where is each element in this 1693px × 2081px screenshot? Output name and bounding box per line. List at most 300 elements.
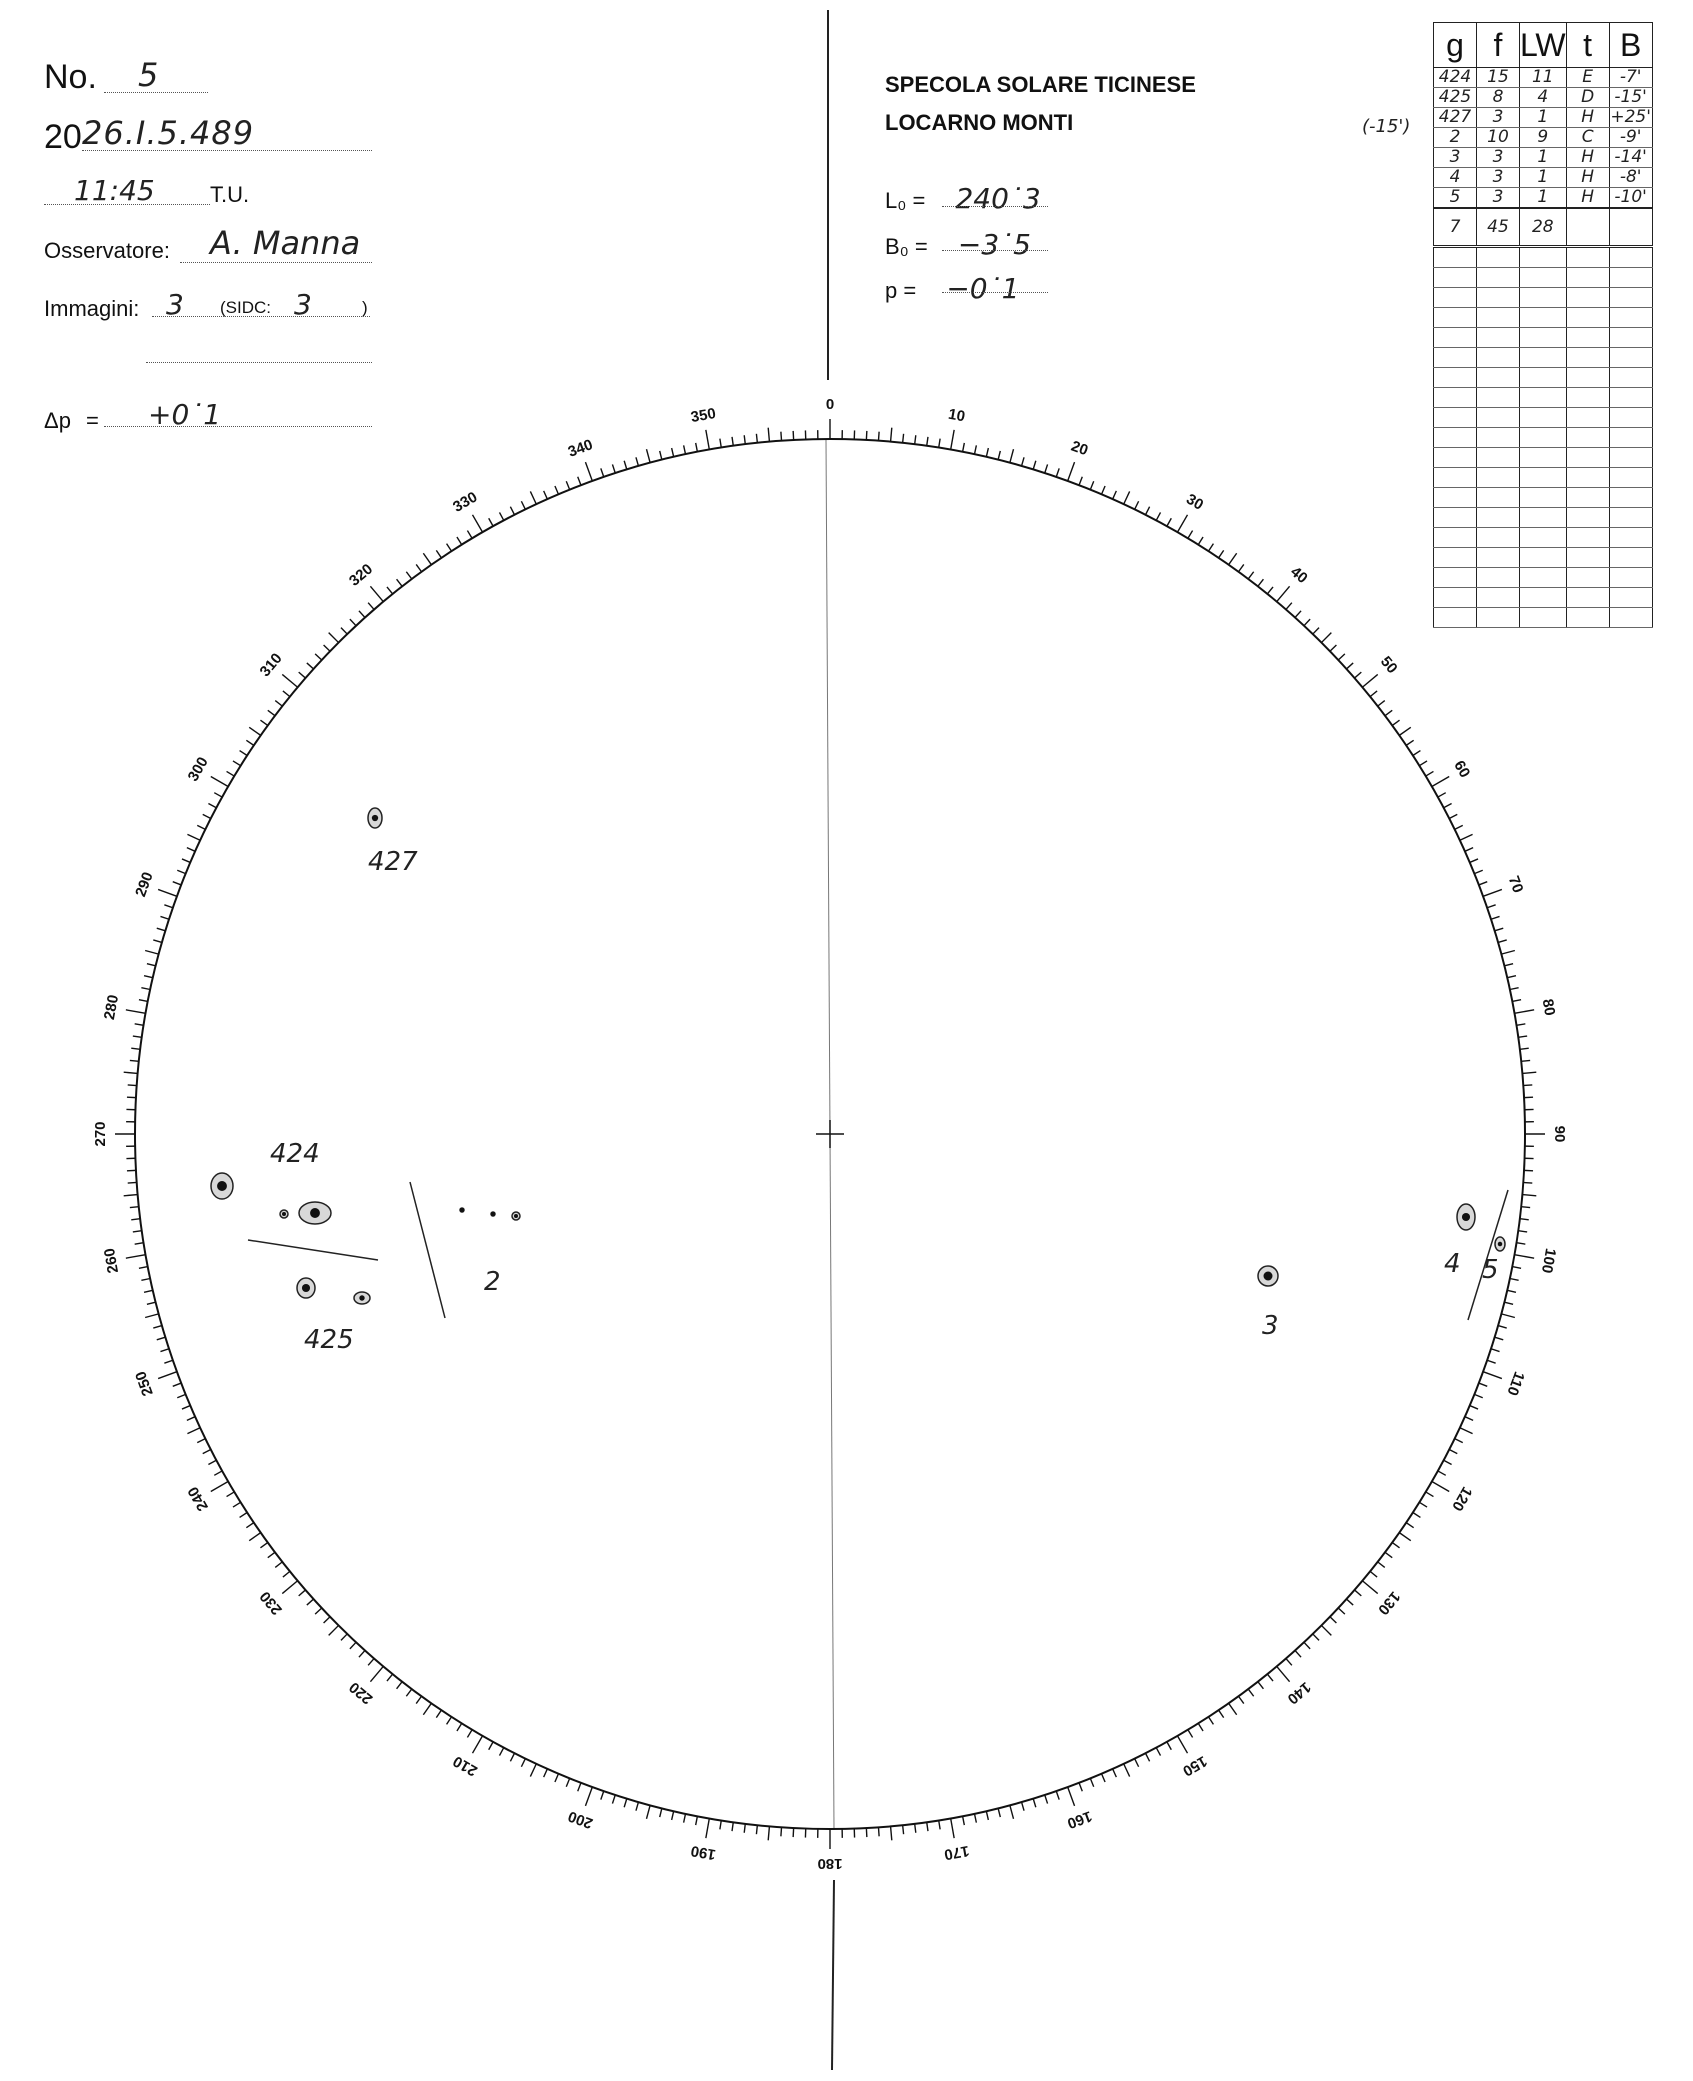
degree-tick [1338,1608,1345,1614]
col-header-b: B [1609,23,1652,68]
degree-tick [1321,633,1331,643]
degree-tick [696,443,698,452]
degree-tick [1219,1710,1224,1717]
sidc-label: (SIDC: [220,298,271,317]
degree-tick [1090,481,1093,489]
spot-424a-umbra [217,1181,227,1191]
cell-g: 424 [1434,68,1477,88]
degree-tick [1355,1590,1362,1596]
cell-g: 425 [1434,88,1477,108]
group-425 [297,1278,370,1355]
degree-label-170: 170 [942,1841,971,1863]
degree-tick [578,477,581,485]
degree-tick [214,793,222,797]
degree-tick [153,1326,162,1328]
degree-tick [646,1805,650,1819]
observer-value: A. Manna [210,224,361,262]
degree-tick [315,1608,322,1614]
degree-tick [436,550,441,557]
degree-label-250: 250 [132,1368,157,1399]
degree-tick [1474,1394,1482,1397]
cell-lw: 9 [1520,128,1567,148]
degree-tick [249,1533,260,1541]
degree-tick [510,1753,514,1761]
degree-tick [1413,1513,1421,1518]
cell-b: -15' [1609,88,1652,108]
degree-tick [1483,1372,1502,1379]
degree-tick [1346,663,1353,669]
degree-tick [510,507,514,515]
degree-tick [1501,1314,1515,1318]
degree-tick [489,518,493,526]
bottom-axis-line [832,1880,834,2070]
degree-tick [1449,814,1457,818]
degree-tick [187,1417,195,1421]
degree-tick [1286,1659,1292,1666]
param-b0-label: B₀ = [885,234,928,259]
degree-tick [341,1634,347,1640]
degree-tick [636,457,638,466]
cell-t: H [1566,148,1609,168]
degree-tick [130,1207,139,1208]
degree-tick [624,461,627,470]
degree-tick [359,1650,365,1657]
degree-tick [1045,1795,1048,1804]
degree-label-100: 100 [1537,1246,1559,1275]
group-2 [410,1182,520,1318]
degree-label-50: 50 [1376,653,1401,677]
degree-tick [1355,672,1362,678]
degree-tick [406,572,411,579]
degree-tick [1188,1730,1193,1738]
degree-tick [160,916,169,919]
degree-tick [141,1278,150,1280]
degree-tick [203,814,211,818]
degree-tick [1362,1581,1377,1594]
degree-tick [768,428,769,442]
degree-tick [1514,1255,1534,1258]
degree-tick [1385,710,1392,715]
degree-tick [324,1617,330,1623]
degree-tick [1304,619,1310,626]
cell-t: H [1566,168,1609,188]
degree-tick [126,1255,146,1258]
degree-tick [211,1482,228,1492]
degree-tick [350,619,356,626]
degree-tick [1229,553,1237,564]
degree-tick [1178,1736,1188,1753]
degree-tick [555,486,559,494]
degree-tick [1521,1207,1530,1208]
table-side-note: (-15') [1362,116,1411,137]
cell-t: H [1566,108,1609,128]
group-label-425: 425 [304,1325,354,1355]
degree-tick [139,1000,148,1002]
degree-tick [1267,1674,1273,1681]
degree-tick [1330,645,1336,651]
spot-2a-umbra [460,1208,464,1212]
degree-tick [1362,674,1377,687]
cell-g: 2 [1434,128,1477,148]
degree-label-120: 120 [1448,1483,1476,1514]
degree-tick [315,654,322,660]
degree-tick [1239,1696,1244,1703]
images-label: Immagini: [44,296,140,321]
degree-tick [939,439,940,448]
degree-tick [275,1562,282,1568]
degree-tick [499,512,503,520]
degree-tick [214,1471,222,1475]
group-label-4: 4 [1444,1249,1461,1279]
degree-tick [447,544,452,552]
degree-tick [1444,803,1452,807]
degree-tick [139,1267,148,1269]
cell-lw: 11 [1520,68,1567,88]
degree-tick [974,445,976,454]
degree-label-40: 40 [1287,563,1311,588]
degree-label-20: 20 [1068,437,1091,460]
spot-424c-umbra [310,1208,320,1218]
degree-tick [672,1811,674,1820]
degree-tick [1491,916,1500,919]
param-l0-label: L₀ = [885,188,926,213]
degree-tick [878,432,879,441]
param-b0-value: −3˙5 [957,228,1031,261]
degree-tick [249,727,260,735]
degree-tick [1470,859,1478,863]
degree-tick [240,1513,248,1518]
degree-tick [1248,572,1253,579]
degree-tick [124,1072,138,1073]
degree-tick [963,1816,965,1825]
degree-tick [173,882,181,885]
degree-tick [1487,1360,1496,1363]
degree-tick [1229,1703,1237,1714]
degree-tick [1413,751,1421,756]
degree-tick [636,1802,638,1811]
degree-tick [211,777,228,787]
degree-label-280: 280 [101,993,123,1022]
degree-tick [951,430,954,450]
degree-tick [436,1710,441,1717]
degree-tick [260,1543,267,1548]
cell-lw: 4 [1520,88,1567,108]
degree-tick [227,1492,235,1497]
observer-label: Osservatore: [44,238,170,263]
degree-label-150: 150 [1179,1752,1210,1780]
degree-tick [1479,1383,1487,1386]
degree-tick [1277,1666,1290,1681]
degree-tick [544,491,548,499]
degree-tick [275,701,282,707]
degree-tick [1406,740,1413,745]
degree-tick [1521,1060,1530,1061]
col-header-f: f [1477,23,1520,68]
degree-tick [246,1523,253,1528]
spot-5-umbra [1498,1242,1503,1247]
disk-axes [816,10,844,2070]
degree-tick [521,501,525,509]
degree-tick [1209,1717,1214,1725]
degree-tick [1516,1024,1525,1025]
degree-tick [173,1383,181,1386]
degree-tick [416,1696,421,1703]
degree-tick [160,1349,169,1352]
degree-tick [124,1195,138,1196]
degree-tick [473,1736,483,1753]
degree-tick [998,451,1000,460]
degree-tick [368,603,374,610]
degree-tick [1378,1562,1385,1568]
total-lw: 28 [1520,208,1567,247]
degree-tick [233,761,241,766]
degree-tick [1022,457,1024,466]
degree-tick [307,663,314,669]
degree-label-80: 80 [1538,997,1559,1018]
degree-tick [1504,964,1513,966]
degree-tick [370,1666,383,1681]
degree-tick [744,1824,745,1833]
degree-label-260: 260 [101,1246,123,1275]
degree-tick [1258,579,1264,586]
degree-tick [268,710,275,715]
degree-tick [423,553,431,564]
degree-tick [1510,988,1519,990]
degree-label-240: 240 [184,1483,212,1514]
degree-tick [963,443,965,452]
cell-b: -7' [1609,68,1652,88]
degree-label-10: 10 [946,405,967,426]
degree-tick [781,1827,782,1836]
degree-tick [182,859,190,863]
degree-tick [197,825,205,829]
degree-label-180: 180 [817,1855,843,1873]
degree-tick [566,1778,569,1786]
degree-tick [646,449,650,463]
degree-tick [1135,501,1139,509]
cell-b: -9' [1609,128,1652,148]
degree-tick [660,451,662,460]
degree-tick [387,1674,393,1681]
degree-tick [329,633,339,643]
degree-tick [624,1799,627,1808]
degree-tick [1465,1417,1473,1421]
degree-tick [1045,464,1048,473]
degree-tick [1267,587,1273,594]
degree-tick [1470,1406,1478,1410]
degree-tick [133,1231,142,1232]
degree-label-60: 60 [1450,757,1474,781]
degree-tick [397,579,403,586]
degree-tick [1518,1036,1527,1037]
degree-tick [1512,1267,1521,1269]
degree-tick [1432,777,1449,787]
degree-tick [467,1730,472,1738]
degree-tick [153,940,162,942]
station-line-1: SPECOLA SOLARE TICINESE [885,72,1196,97]
degree-tick [998,1808,1000,1817]
degree-tick [282,1581,297,1594]
total-f: 45 [1477,208,1520,247]
degree-tick [1156,1748,1160,1756]
degree-tick [1022,1802,1024,1811]
degree-tick [939,1820,940,1829]
divider-group-2 [410,1182,445,1318]
degree-tick [1113,491,1117,499]
degree-tick [732,1822,733,1831]
degree-label-300: 300 [184,754,212,785]
cell-f: 8 [1477,88,1520,108]
degree-tick [927,437,928,446]
degree-tick [927,1822,928,1831]
degree-tick [1378,701,1385,707]
degree-tick [1135,1759,1139,1767]
degree-tick [1438,793,1446,797]
degree-tick [720,1820,721,1829]
degree-tick [177,870,185,873]
degree-tick [1504,1302,1513,1304]
group-label-3: 3 [1262,1311,1279,1341]
degree-tick [1370,1571,1377,1577]
sidc-value: 3 [294,288,312,321]
degree-tick [457,1723,462,1731]
degree-tick [1258,1682,1264,1689]
degree-tick [706,430,709,450]
degree-tick [1102,1774,1106,1782]
degree-tick [307,1599,314,1605]
degree-tick [1518,1231,1527,1232]
degree-tick [1239,564,1244,571]
degree-tick [423,1703,431,1714]
degree-tick [530,1764,536,1777]
degree-tick [131,1219,140,1220]
degree-tick [164,905,173,908]
cell-f: 3 [1477,148,1520,168]
degree-label-290: 290 [132,869,157,900]
degree-tick [1483,889,1502,896]
degree-tick [126,1010,146,1013]
spot-424b-umbra [282,1212,286,1216]
cell-g: 5 [1434,188,1477,209]
degree-label-200: 200 [565,1807,596,1832]
degree-tick [1495,928,1504,931]
spot-2c-umbra [514,1214,518,1218]
degree-tick [1313,1634,1319,1640]
degree-tick [1068,462,1075,481]
degree-tick [601,1791,604,1800]
degree-tick [1495,1337,1504,1340]
degree-tick [187,834,200,840]
col-header-g: g [1434,23,1477,68]
degree-tick [1167,518,1171,526]
spot-425a-umbra [302,1284,310,1292]
degree-tick [1313,628,1319,634]
degree-tick [1033,1799,1036,1808]
degree-tick [891,428,892,442]
degree-label-130: 130 [1374,1587,1404,1618]
degree-tick [1370,691,1377,697]
degree-tick [147,1302,156,1304]
degree-tick [1426,771,1434,776]
degree-tick [530,491,536,504]
degree-tick [1510,1278,1519,1280]
degree-tick [299,1590,306,1596]
degree-tick [1068,1787,1075,1806]
cell-b: -10' [1609,188,1652,209]
degree-tick [1295,611,1301,618]
degree-tick [1079,477,1082,485]
degree-tick [1399,1533,1410,1541]
degree-tick [350,1642,356,1649]
degree-tick [1522,1195,1536,1196]
group-label-427: 427 [368,847,418,877]
cell-b: -8' [1609,168,1652,188]
cell-f: 3 [1477,108,1520,128]
degree-label-190: 190 [689,1841,718,1863]
degree-tick [878,1827,879,1836]
group-427 [368,808,418,877]
cell-b: -14' [1609,148,1652,168]
degree-tick [370,586,383,601]
degree-tick [903,434,904,443]
degree-tick [555,1774,559,1782]
degree-tick [612,464,615,473]
cell-lw: 1 [1520,168,1567,188]
degree-tick [208,803,216,807]
degree-tick [282,674,297,687]
degree-tick [756,1825,757,1834]
degree-tick [1392,720,1399,725]
degree-tick [135,1024,144,1025]
degree-tick [240,751,248,756]
degree-tick [1465,848,1473,852]
degree-tick [1516,1243,1525,1244]
degree-tick [187,1428,200,1434]
cell-f: 3 [1477,168,1520,188]
group-5 [1482,1237,1505,1285]
degree-label-140: 140 [1283,1678,1314,1708]
degree-tick [1419,761,1427,766]
degree-tick [1455,825,1463,829]
degree-tick [1079,1783,1082,1791]
spot-425b-umbra [359,1295,364,1300]
degree-tick [144,1290,153,1292]
spot-3-umbra [1264,1272,1273,1281]
degree-tick [141,988,150,990]
degree-label-350: 350 [689,405,718,427]
degree-tick [1406,1523,1413,1528]
degree-tick [1520,1048,1529,1049]
degree-tick [1491,1349,1500,1352]
degree-tick [1033,461,1036,470]
dp-eq: = [86,408,99,433]
degree-tick [1304,1642,1310,1649]
degree-tick [1501,950,1515,954]
cell-g: 427 [1434,108,1477,128]
cell-t: E [1566,68,1609,88]
degree-tick [672,448,674,457]
degree-label-110: 110 [1503,1369,1528,1398]
degree-label-340: 340 [565,436,596,461]
degree-label-210: 210 [450,1752,481,1780]
group-label-2: 2 [484,1267,501,1297]
degree-label-270: 270 [91,1121,109,1147]
degree-tick [566,481,569,489]
degree-tick [197,1439,205,1443]
col-header-t: t [1566,23,1609,68]
degree-tick [1090,1778,1093,1786]
degree-tick [182,1406,190,1410]
